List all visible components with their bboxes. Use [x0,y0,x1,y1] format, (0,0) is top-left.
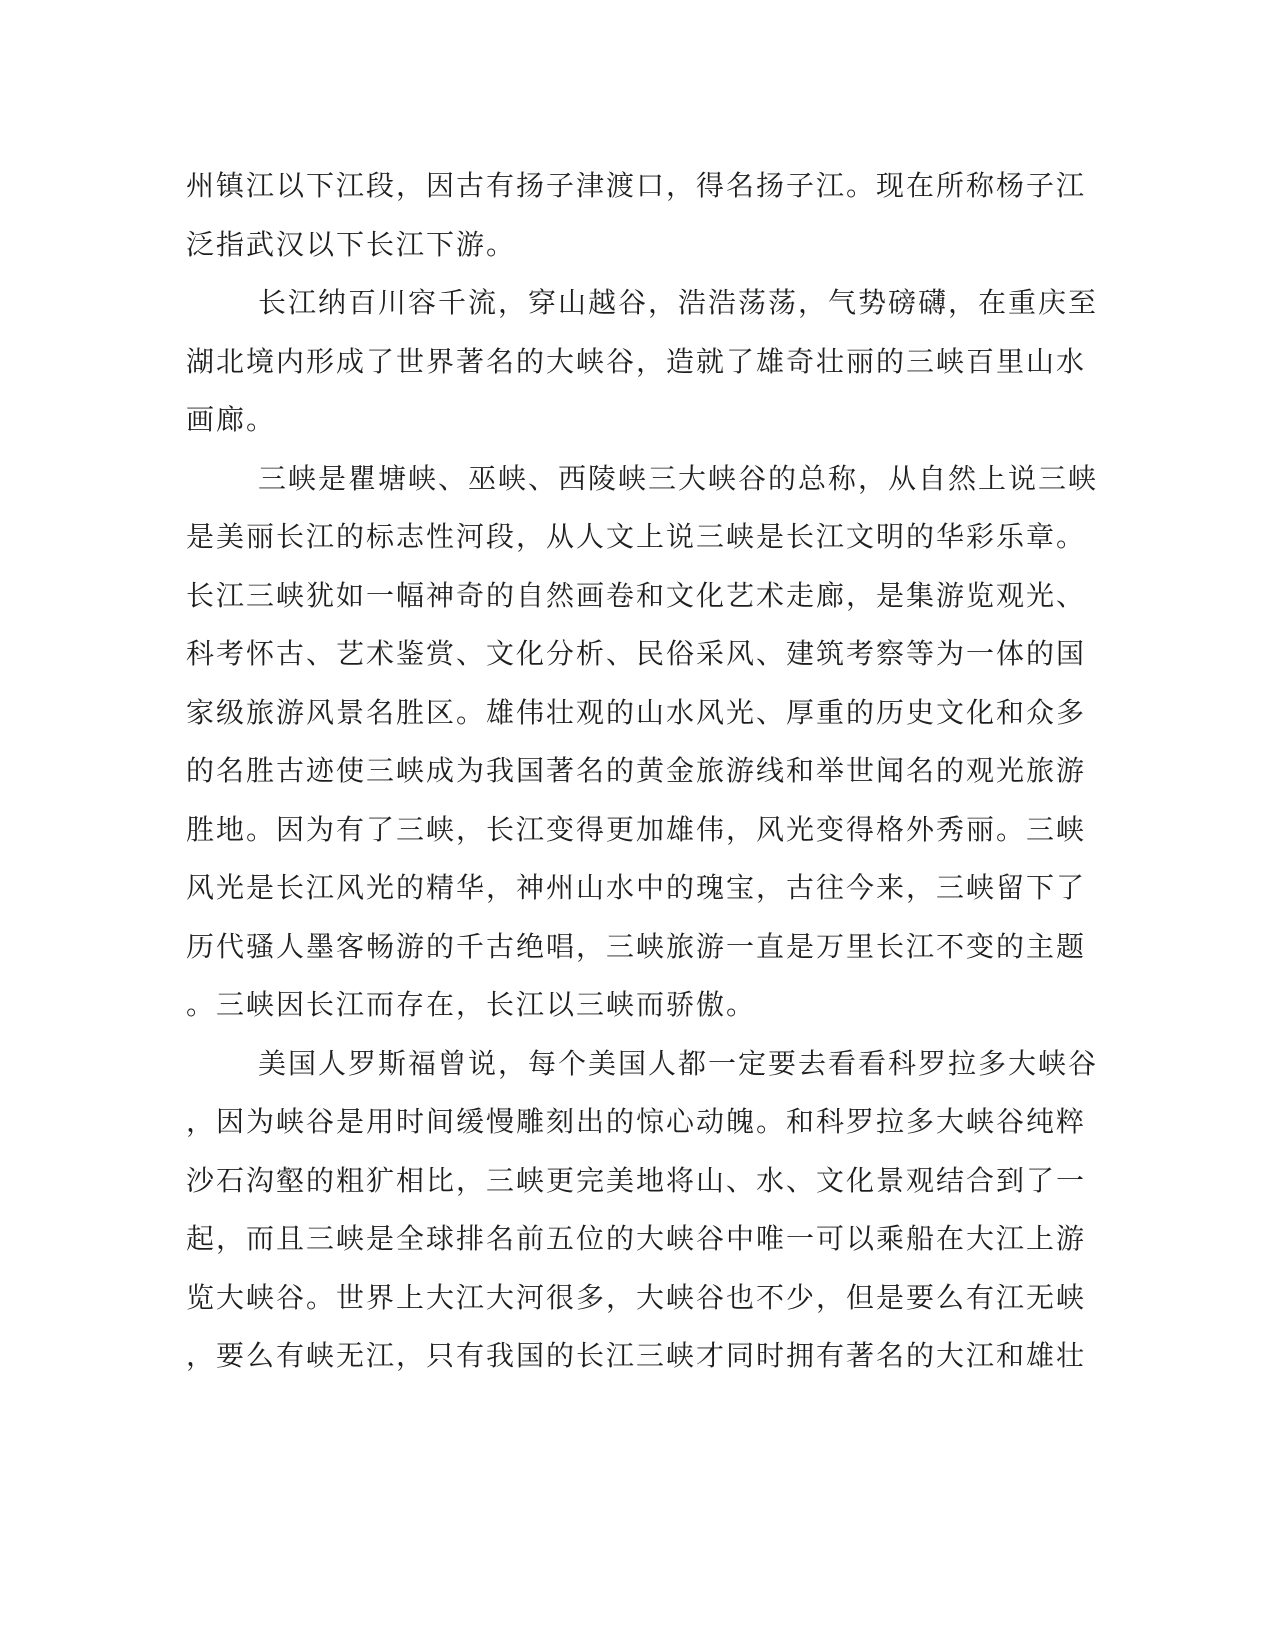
text-line: ，因为峡谷是用时间缓慢雕刻出的惊心动魄。和科罗拉多大峡谷纯粹 [186,1105,1087,1138]
text-line: 是美丽长江的标志性河段，从人文上说三峡是长江文明的华彩乐章。 [186,520,1087,553]
paragraph-start-line: 美国人罗斯福曾说，每个美国人都一定要去看看科罗拉多大峡谷 [258,1046,1099,1080]
text-line: 长江三峡犹如一幅神奇的自然画卷和文化艺术走廊，是集游览观光、 [186,578,1087,612]
text-line: ，要么有峡无江，只有我国的长江三峡才同时拥有著名的大江和雄壮 [186,1339,1087,1372]
text-line: 的名胜古迹使三峡成为我国著名的黄金旅游线和举世闻名的观光旅游 [186,754,1087,787]
text-line: 。三峡因长江而存在，长江以三峡而骄傲。 [186,988,757,1021]
text-line: 湖北境内形成了世界著名的大峡谷，造就了雄奇壮丽的三峡百里山水 [186,344,1087,378]
text-line: 泛指武汉以下长江下游。 [186,227,517,261]
text-line: 家级旅游风景名胜区。雄伟壮观的山水风光、厚重的历史文化和众多 [186,695,1087,729]
body-text [186,157,1099,1386]
text-line: 历代骚人墨客畅游的千古绝唱，三峡旅游一直是万里长江不变的主题 [186,929,1087,963]
text-line: 起，而且三峡是全球排名前五位的大峡谷中唯一可以乘船在大江上游 [186,1222,1087,1255]
paragraph-start-line: 长江纳百川容千流，穿山越谷，浩浩荡荡，气势磅礴，在重庆至 [258,286,1099,319]
text-line: 州镇江以下江段，因古有扬子津渡口，得名扬子江。现在所称杨子江 [186,169,1087,202]
text-line: 沙石沟壑的粗犷相比，三峡更完美地将山、水、文化景观结合到了一 [186,1163,1087,1197]
text-line: 胜地。因为有了三峡，长江变得更加雄伟，风光变得格外秀丽。三峡 [186,812,1087,846]
text-line: 画廊。 [186,403,277,436]
text-line: 科考怀古、艺术鉴赏、文化分析、民俗采风、建筑考察等为一体的国 [186,637,1087,670]
paragraph-start-line: 三峡是瞿塘峡、巫峡、西陵峡三大峡谷的总称，从自然上说三峡 [258,461,1099,495]
text-line: 览大峡谷。世界上大江大河很多，大峡谷也不少，但是要么有江无峡 [186,1280,1087,1314]
text-line: 风光是长江风光的精华，神州山水中的瑰宝，古往今来，三峡留下了 [186,871,1087,904]
